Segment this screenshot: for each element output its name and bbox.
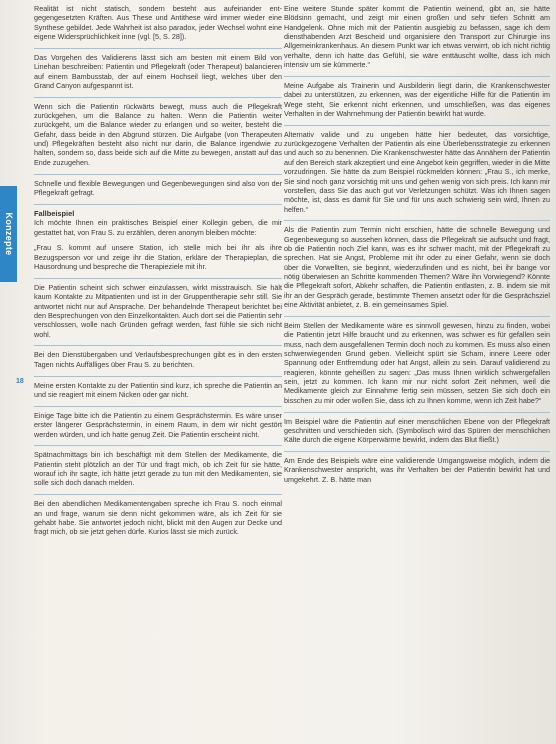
paragraph: „Frau S. kommt auf unsere Station, ich stelle mich bei ihr als ihre Bezugsperson vor und zeige ihr die Station, erkläre der Therapieplan, die Hausordnung und bespreche die Therapieziele mit ihr.	[34, 243, 282, 272]
paragraph: Als die Patientin zum Termin nicht erschien, hätte die schnelle Bewegung und Gegenbewegung so aussehen können, dass die Pflegekraft sie aufsucht und fragt, ob die Patientin noch Ziel kann, was es ihr schwer macht, mit der Pflegekraft zu sprechen. Hat sie Angst, Probleme mit ihr oder zu einer Gefahr, wenn sie doch über die Vorwellten, sie beginnt, wiederzufinden und es nicht, bei ihr bange vor nötig überwiesen an Schritte kommenden Themen? Wäre ihn Vorwiegend? Könnte die Pflegekraft sofort, Abkehr schaffen, die Patientin entlasten, z. B. indem sie mit ihr an der Gespräch gerade, bestimmte Themen ansetzt oder für die Gesprächsziel eine Aktivität anbietet, z. B. ein gemeinsames Spiel.	[284, 225, 550, 310]
divider	[34, 345, 282, 346]
paragraph: Beim Stellen der Medikamente wäre es sinnvoll gewesen, hinzu zu finden, wobei die Patientin jetzt Hilfe braucht und zu erkennen, was schwer es für gefallen sein muss, nach dem ausgefallenen Termin doch noch zu kommen. Es muss also einen schwerwiegenden Grund geben. Vielleicht spürt sie Scham, innere Leere oder Spannung oder Entfremdung oder hat Angst, allein zu sein. Darauf validierend zu reagieren, könnte geheißen zu sagen: „Das muss Ihnen wirklich schwergefallen sein, jetzt zu kommen. Ich kann mir nur nicht sofort Zeit nehmen, weil die Medikamente gleich zur Einnahme fertig sein müssen, setzen Sie sich doch ein bisschen zu mir oder wollen Sie, dass ich zu Ihnen komme, wenn ich Zeit habe?“	[284, 320, 550, 405]
divider	[34, 376, 282, 377]
divider	[34, 445, 282, 446]
divider	[34, 494, 282, 495]
divider	[284, 316, 550, 317]
paragraph: Das Vorgehen des Validierens lässt sich am besten mit einem Bild von Linehan beschreiben: Patientin und Pflegekraft (oder Therapeut) balancieren auf einem Bambusstab, der auf einem Hochseil liegt, welches über den Grand Canyon aufgespannt ist.	[34, 52, 282, 90]
divider	[34, 406, 282, 407]
paragraph: Am Ende des Beispiels wäre eine validierende Umgangsweise möglich, indem die Krankenschwester anspricht, was ihr Verhalten bei der Patientin bewirkt hat und umgekehrt. Z. B. hätte man	[284, 456, 550, 484]
section-heading: Fallbeispiel	[34, 208, 75, 218]
divider	[34, 97, 282, 98]
right-text-column	[284, 4, 550, 740]
paragraph: Spätnachmittags bin ich beschäftigt mit dem Stellen der Medikamente, die Patientin steht plötzlich an der Tür und fragt mich, ob ich Zeit für sie hätte, worauf ich ihr sagte, ich hätte jetzt gerade zu tun mit den Medikamenten, sie solle sich doch danach melden.	[34, 450, 282, 488]
paragraph: Einige Tage bitte ich die Patientin zu einem Gesprächstermin. Es wäre unser erster längerer Gesprächstermin, in einem Raum, in dem wir nicht gestört werden würden, und ich hatte genug Zeit. Die Patientin erscheint nicht.	[34, 410, 282, 439]
paragraph: Eine weitere Stunde später kommt die Patientin weinend, gibt an, sie hätte Blödsinn gemacht, und zeigt mir einen großen und sehr tiefen Schnitt am Handgelenk. Ohne mich mit der Patientin ausgiebig zu befassen, sage ich dem diensthabenden Arzt Bescheid und organisiere den Transport zur Chirurgie ins Allgemeinkrankenhaus. An diesem Punkt war ich etwas verwirrt, ob ich nicht richtig verhalte, denn ich hatte das Gefühl, sie wäre enttäuscht wollte, dass ich mich intensiv um sie kümmerte.“	[284, 4, 550, 70]
paragraph: Die Patientin scheint sich schwer einzulassen, wirkt misstrauisch. Sie hält kaum Kontakte zu Mitpatienten und ist in der Gruppentherapie sehr still. Sie antwortet nicht nur auf Ansprache. Der behandelnde Therapeut berichtet bei den Besprechungen von den Einzelkontakten. Auch dort sei die Patientin sehr verschlossen, wolle nach Gründen gefragt werden, fast fühle sie sich nicht wohl.	[34, 282, 282, 339]
page-number: 18	[16, 378, 24, 385]
paragraph: Alternativ valide und zu ungeben hätte hier bedeutet, das vorsichtige, zurückgezogene Verhalten der Patientin als eine Überlebensstrategie zu erkennen und auch so zu benennen. Die Krankenschwester hätte das Annähern der Patientin auf den Bereich stark akzeptiert und eine Angebot kein gegriffen, wieder in die Mitte vorzudringen. Sie hätte da zum Beispiel rückmelden können: „Frau S., ich merke, Sie sind noch ganz vorsichtig mit uns und gehen wenig von sich preis. Ich kann mir vorstellen, dass Sie das auch gut vor Verletzungen schützt. Was ich Ihnen sagen möchte, ist, dass es damit für Sie und für uns auch schwierig sein wird, Ihnen zu helfen.“	[284, 129, 550, 214]
divider	[34, 278, 282, 279]
divider	[284, 125, 550, 126]
paragraph: Bei den Dienstübergaben und Verlaufsbesprechungen gibt es in den ersten Tagen nichts Auffälliges über Frau S. zu berichten.	[34, 350, 282, 369]
paragraph: Im Beispiel wäre die Patientin auf einer menschlichen Ebene von der Pflegekraft geschnitten und verschieden sich. (Symbolisch wird das Spüren der menschlichen Kälte durch die eigene Körperwärme bewirkt, indem das Blut fließt.)	[284, 416, 550, 445]
paragraph: Wenn sich die Patientin rückwärts bewegt, muss auch die Pflegekraft zurückgehen, um die Balance zu halten. Wenn die Patientin weiter zurückgeht, um die Balance wieder zu erlangen und so weiter, besteht die Gefahr, dass beide in den Abgrund stürzen. Die Aufgabe (von Therapeuten und) Pflegekräften besteht also nicht nur darin, die Balance irgendwie zu halten, sondern so, dass beide sich auf die Mitte zu bewegen, anstatt auf das Ende zuzugehen.	[34, 101, 282, 167]
paragraph: Ich möchte Ihnen ein praktisches Beispiel einer Kollegin geben, die mir gestattet hat, von Frau S. zu erzählen, deren anonym bleiben möchte:	[34, 218, 282, 237]
divider	[284, 220, 550, 221]
chapter-side-tab-label: Konzepte	[3, 212, 14, 256]
chapter-side-tab	[0, 186, 17, 282]
divider	[284, 76, 550, 77]
divider	[34, 174, 282, 175]
divider	[284, 412, 550, 413]
paragraph: Meine ersten Kontakte zu der Patientin sind kurz, ich spreche die Patientin an und sie reagiert mit einem Nicken oder gar nicht.	[34, 380, 282, 399]
divider	[284, 451, 550, 452]
left-text-column	[34, 4, 282, 740]
paragraph: Realität ist nicht statisch, sondern besteht aus aufeinander entgegengesetzten Kräften. Aus These und Antithese wird immer wieder eine Synthese gebildet. Jede Wahrheit ist also paradox, jeder Wechsel wohnt eine eigene Widersprüchlichkeit inne (vgl. [5, S. 28]).	[34, 4, 282, 42]
paragraph: Meine Aufgabe als Trainerin und Ausbilderin liegt darin, die Krankenschwester dabei zu unterstützen, zu erkennen, was der eigentliche Hilfe für die Patientin im Wege steht, Sie erkennt nicht erkennen, und umschließen, was das eigenes Verhalten in der Wahrnehmung der Patientin bewirkt hat wurde.	[284, 80, 550, 118]
paragraph: Schnelle und flexible Bewegungen und Gegenbewegungen sind also von der Pflegekraft gefragt.	[34, 178, 282, 197]
divider	[34, 48, 282, 49]
divider	[34, 204, 282, 205]
paragraph: Bei den abendlichen Medikamentengaben spreche ich Frau S. noch einmal an und frage, warum sie denn nicht gekommen wäre, als ich Zeit für sie gehabt habe. Sie antwortet jedoch nicht, blickt mit den Augen zur Decke und fragt mich, ob sie jetzt gehen dürfe. Kurios lässt sie mich zurück.	[34, 499, 282, 537]
